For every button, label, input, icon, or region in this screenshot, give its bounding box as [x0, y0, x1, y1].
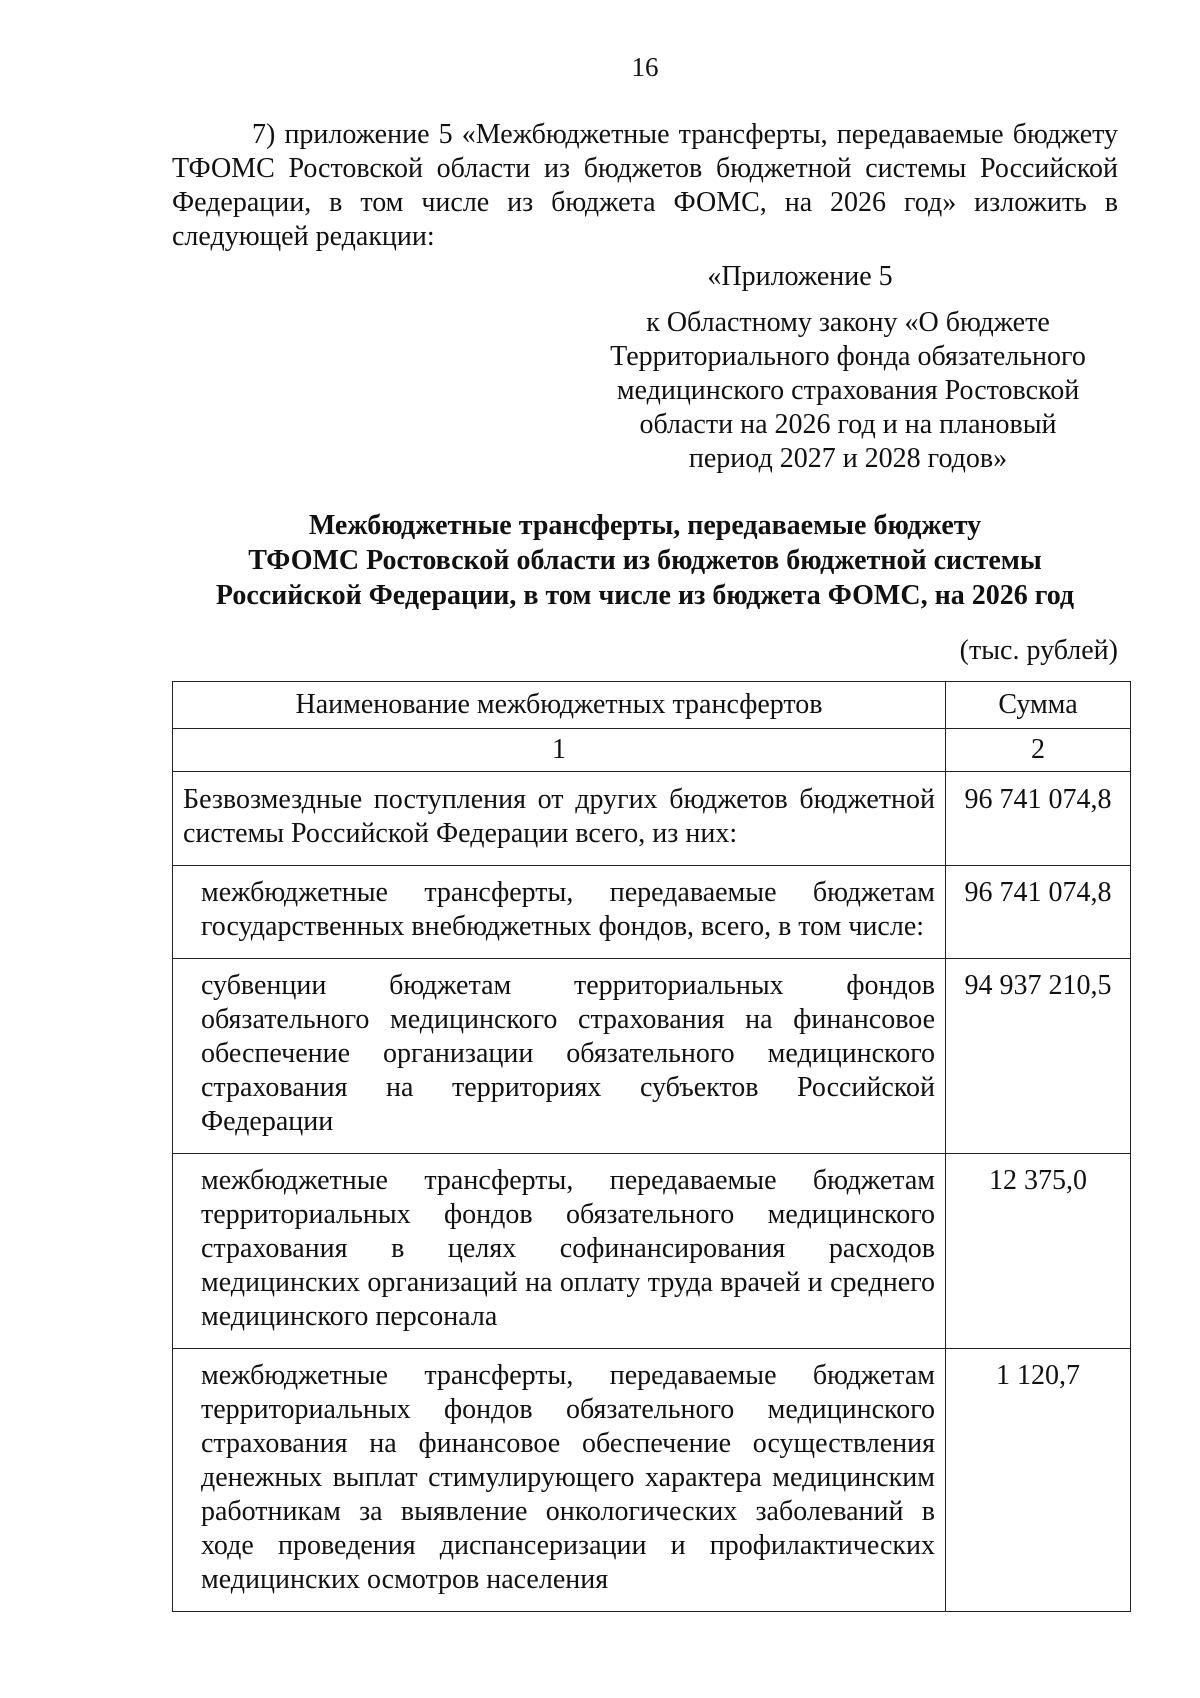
column-number: 2 [946, 729, 1131, 772]
appendix-law-reference [588, 306, 1108, 476]
transfer-sum: 12 375,0 [946, 1154, 1131, 1349]
transfer-sum: 96 741 074,8 [946, 866, 1131, 959]
appendix-law-line: период 2027 и 2028 годов» [688, 443, 1008, 474]
appendix-law-line: области на 2026 год и на плановый [639, 409, 1057, 440]
appendix-label: «Приложение 5 [707, 261, 893, 292]
transfer-name: субвенции бюджетам территориальных фондов обязательного медицинского страхования на финансовое обеспечение организации обязательного медицинского страхования на территориях субъектов Российской Федерации [173, 959, 946, 1154]
table-header-row [173, 682, 1131, 729]
transfer-sum: 96 741 074,8 [946, 772, 1131, 866]
table-title-line: Российской Федерации, в том числе из бюджета ФОМС, на 2026 год [215, 580, 1075, 611]
intro-paragraph: 7) приложение 5 «Межбюджетные трансферты, передаваемые бюджету ТФОМС Ростовской области из бюджетов бюджетной системы Российской Федерации, в том числе из бюджета ФОМС, на 2026 год» изложить в следующей редакции: [172, 119, 1118, 252]
transfer-name: межбюджетные трансферты, передаваемые бюджетам государственных внебюджетных фондов, всего, в том числе: [173, 866, 946, 959]
table-row [173, 772, 1131, 866]
units-label: (тыс. рублей) [959, 635, 1118, 666]
page-number: 16 [631, 52, 659, 82]
transfer-name: межбюджетные трансферты, передаваемые бюджетам территориальных фондов обязательного медицинского страхования на финансовое обеспечение осуществления денежных выплат стимулирующего характера медицинским работникам за выявление онкологических заболеваний в ходе проведения диспансеризации и профилактических медицинских осмотров населения [173, 1349, 946, 1612]
transfer-sum: 94 937 210,5 [946, 959, 1131, 1154]
table-title-line: ТФОМС Ростовской области из бюджетов бюджетной системы [248, 545, 1042, 576]
header-sum-column: Сумма [946, 682, 1131, 729]
appendix-law-line: медицинского страхования Ростовской [616, 375, 1080, 406]
table-row [173, 959, 1131, 1154]
transfer-name: межбюджетные трансферты, передаваемые бюджетам территориальных фондов обязательного медицинского страхования в целях софинансирования расходов медицинских организаций на оплату труда врачей и среднего медицинского персонала [173, 1154, 946, 1349]
table-row [173, 1349, 1131, 1612]
appendix-law-line: Территориального фонда обязательного [610, 341, 1086, 372]
table-title [172, 508, 1118, 613]
table-title-line: Межбюджетные трансферты, передаваемые бюджету [308, 510, 982, 541]
table-row [173, 866, 1131, 959]
column-number: 1 [173, 729, 946, 772]
transfer-name: Безвозмездные поступления от других бюджетов бюджетной системы Российской Федерации всего, из них: [173, 772, 946, 866]
transfers-table [172, 681, 1131, 1612]
column-number-row [173, 729, 1131, 772]
table-row [173, 1154, 1131, 1349]
appendix-law-line: к Областному закону «О бюджете [646, 307, 1050, 338]
transfer-sum: 1 120,7 [946, 1349, 1131, 1612]
header-name-column: Наименование межбюджетных трансфертов [173, 682, 946, 729]
